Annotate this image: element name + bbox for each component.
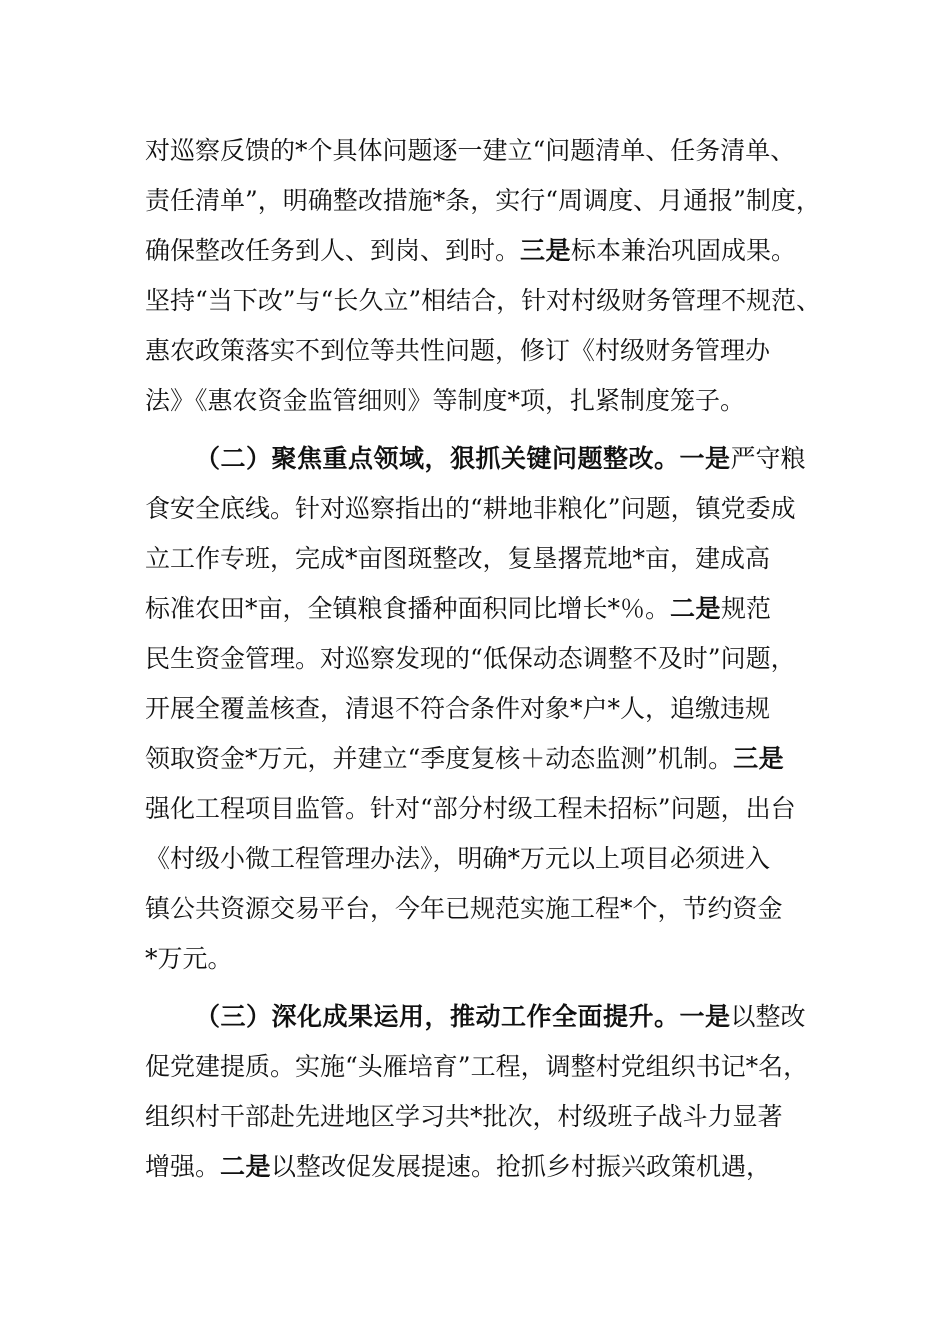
section-heading: （二）聚焦重点领域，狠抓关键问题整改。一是	[195, 444, 731, 473]
text-line: 强化工程项目监管。针对“部分村级工程未招标”问题，出台	[145, 794, 796, 823]
text-line: 坚持“当下改”与“长久立”相结合，针对村级财务管理不规范、	[145, 286, 822, 315]
paragraph-1	[145, 126, 825, 426]
paragraph-3	[145, 992, 825, 1192]
text-line: 责任清单”，明确整改措施*条，实行“周调度、月通报”制度，	[145, 186, 821, 215]
text-line: 促党建提质。实施“头雁培育”工程，调整村党组织书记*名，	[145, 1052, 809, 1081]
text-line: 领取资金*万元，并建立“季度复核＋动态监测”机制。三是	[145, 744, 785, 773]
paragraph-2	[145, 434, 825, 984]
document-body	[145, 126, 825, 1192]
text-line: （三）深化成果运用，推动工作全面提升。一是以整改	[195, 1002, 806, 1031]
text-line: 组织村干部赴先进地区学习共*批次，村级班子战斗力显著	[145, 1102, 783, 1131]
text-line: 《村级小微工程管理办法》，明确*万元以上项目必须进入	[145, 844, 771, 873]
text-line: 民生资金管理。对巡察发现的“低保动态调整不及时”问题，	[145, 644, 796, 673]
bold-marker: 二是	[670, 594, 722, 623]
text-line: 标准农田*亩，全镇粮食播种面积同比增长*％。二是规范	[145, 594, 772, 623]
text-line: 对巡察反馈的*个具体问题逐一建立“问题清单、任务清单、	[145, 136, 796, 165]
text-line: （二）聚焦重点领域，狠抓关键问题整改。一是严守粮	[195, 444, 806, 473]
section-heading: （三）深化成果运用，推动工作全面提升。一是	[195, 1002, 731, 1031]
text-line: 确保整改任务到人、到岗、到时。三是标本兼治巩固成果。	[145, 236, 797, 265]
text-line: 增强。二是以整改促发展提速。抢抓乡村振兴政策机遇，	[145, 1152, 772, 1181]
text-line: 食安全底线。针对巡察指出的“耕地非粮化”问题，镇党委成	[145, 494, 796, 523]
text-line: 法》《惠农资金监管细则》等制度*项，扎紧制度笼子。	[145, 386, 746, 415]
text-line: 惠农政策落实不到位等共性问题，修订《村级财务管理办	[145, 336, 771, 365]
bold-marker: 三是	[733, 744, 785, 773]
text-line: 镇公共资源交易平台，今年已规范实施工程*个，节约资金	[145, 894, 783, 923]
text-line: 开展全覆盖核查，清退不符合条件对象*户*人，追缴违规	[145, 694, 771, 723]
bold-marker: 二是	[220, 1152, 272, 1181]
text-line: 立工作专班，完成*亩图斑整改，复垦撂荒地*亩，建成高	[145, 544, 771, 573]
text-line: *万元。	[145, 944, 233, 973]
bold-marker: 三是	[520, 236, 572, 265]
